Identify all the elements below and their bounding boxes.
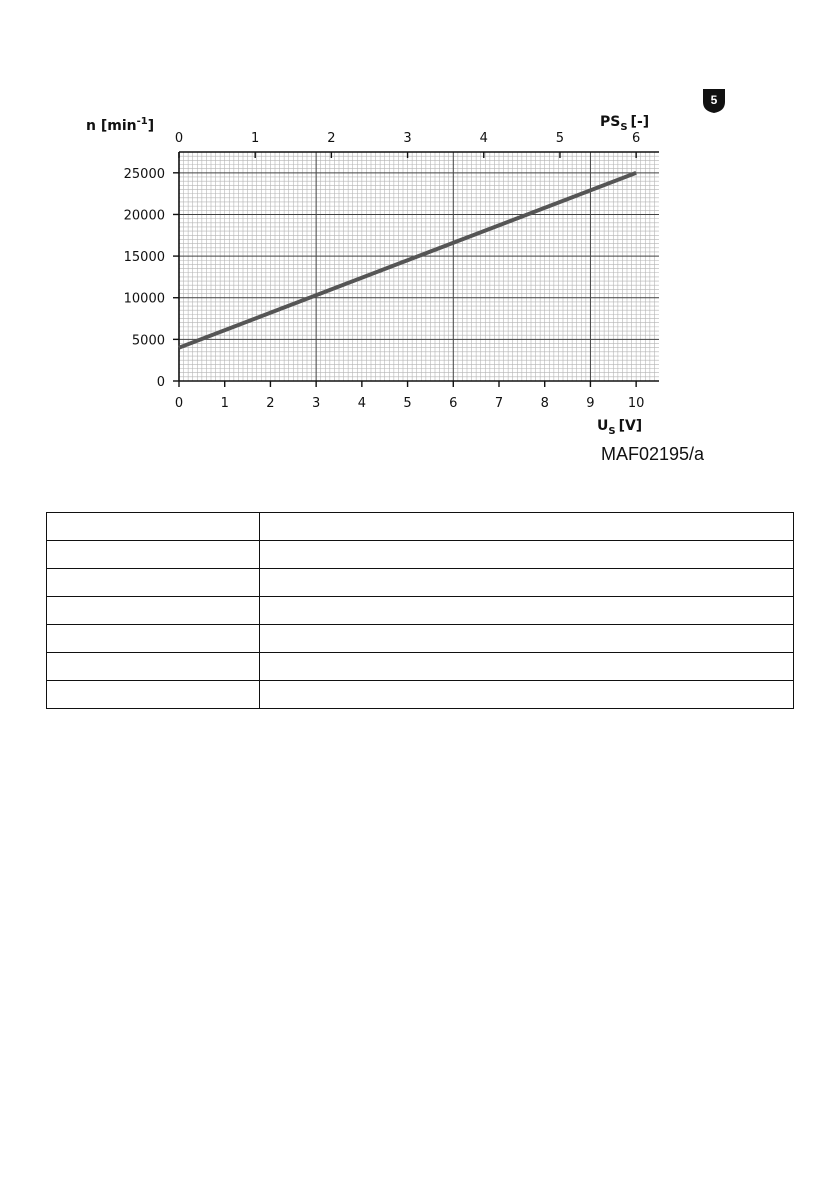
figure-number-badge bbox=[703, 89, 725, 113]
table-cell bbox=[260, 597, 794, 625]
x2-tick-label: 1 bbox=[251, 131, 260, 146]
x2-tick-labels bbox=[175, 131, 640, 146]
minor-gridlines bbox=[179, 152, 659, 381]
table-cell bbox=[260, 569, 794, 597]
table-row bbox=[47, 541, 794, 569]
table-cell bbox=[47, 541, 260, 569]
x-tick-label: 1 bbox=[220, 396, 229, 411]
x-tick-labels bbox=[175, 396, 645, 411]
x2-tick-label: 4 bbox=[479, 131, 488, 146]
table-cell bbox=[47, 597, 260, 625]
y-tick-label: 15000 bbox=[123, 250, 165, 266]
table-cell bbox=[47, 653, 260, 681]
table-cell bbox=[47, 569, 260, 597]
table-cell bbox=[260, 513, 794, 541]
table-row bbox=[47, 513, 794, 541]
table-cell bbox=[260, 681, 794, 709]
table-cell bbox=[47, 625, 260, 653]
table-row bbox=[47, 597, 794, 625]
x2-tick-label: 3 bbox=[403, 131, 412, 146]
y-tick-label: 0 bbox=[156, 375, 165, 390]
x-tick-label: 3 bbox=[312, 396, 321, 411]
table-row bbox=[47, 681, 794, 709]
table-row bbox=[47, 569, 794, 597]
y-tick-label: 25000 bbox=[123, 166, 165, 182]
x2-tick-label: 5 bbox=[555, 131, 565, 146]
x-axis-title: $U_S$ [V] bbox=[597, 418, 643, 437]
figure-number: 5 bbox=[710, 93, 718, 107]
table-cell bbox=[260, 541, 794, 569]
x-tick-label: 6 bbox=[449, 396, 458, 411]
x-tick-label: 4 bbox=[357, 396, 366, 411]
x-tick-label: 8 bbox=[540, 396, 549, 411]
table-cell bbox=[260, 625, 794, 653]
y-axis-title: n $[\min^{-1}]$ bbox=[86, 116, 155, 134]
table-cell bbox=[260, 653, 794, 681]
x2-tick-label: 6 bbox=[632, 131, 641, 146]
table-cell bbox=[47, 513, 260, 541]
x-tick-label: 10 bbox=[627, 396, 645, 411]
y-tick-label: 20000 bbox=[123, 208, 165, 224]
y-tick-labels bbox=[124, 167, 165, 390]
table-cell bbox=[47, 681, 260, 709]
x-tick-label: 2 bbox=[266, 396, 275, 411]
figure-code: MAF02195/a bbox=[601, 444, 705, 464]
major-gridlines bbox=[179, 152, 659, 381]
speed-voltage-chart bbox=[0, 0, 840, 470]
y-tick-label: 5000 bbox=[131, 333, 165, 349]
x-tick-label: 5 bbox=[403, 396, 412, 411]
x2-tick-label: 2 bbox=[327, 131, 336, 146]
x-tick-label: 7 bbox=[494, 396, 504, 411]
table-row bbox=[47, 653, 794, 681]
table-row bbox=[47, 625, 794, 653]
x2-axis-title: $PS_S$ [-] bbox=[600, 114, 650, 133]
x-tick-label: 9 bbox=[586, 396, 595, 411]
data-table bbox=[46, 512, 794, 709]
x2-tick-label: 0 bbox=[174, 131, 184, 146]
x-tick-label: 0 bbox=[174, 396, 184, 411]
y-tick-label: 10000 bbox=[123, 291, 165, 307]
